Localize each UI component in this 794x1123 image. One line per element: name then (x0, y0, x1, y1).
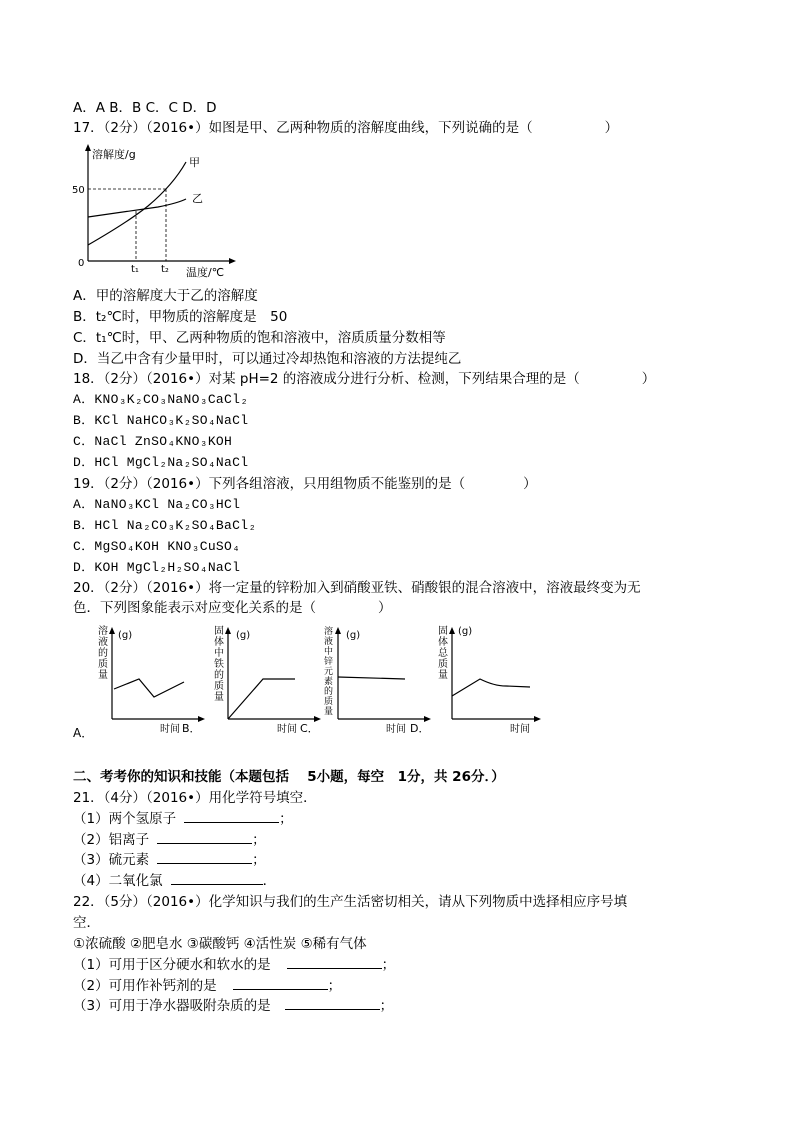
q20-graph-a (94, 624, 209, 736)
graph-d-line (452, 679, 530, 696)
q17-option-d: D．当乙中含有少量甲时，可以通过冷却热饱和溶液的方法提纯乙 (73, 351, 462, 367)
tick-t2: t₂ (161, 264, 169, 275)
graph-a-ylabel: 溶液的质量 (98, 626, 108, 681)
q22-item-3: （3）可用于净水器吸附杂质的是 ； (73, 998, 394, 1014)
graph-a-line (114, 679, 184, 697)
blank[interactable] (157, 851, 252, 864)
q17-option-a: A．甲的溶解度大于乙的溶解度 (73, 288, 258, 304)
x-axis-arrow (229, 258, 236, 264)
q18-option-d: D．HCl MgCl₂Na₂SO₄NaCl (73, 455, 249, 470)
graph-d-ylabel: 固体总质量 (438, 626, 448, 681)
chart-ylabel: 溶解度/g (92, 148, 136, 161)
graph-b-xlabel: 时间 (277, 724, 297, 735)
q21-item-3: （3）硫元素 ； (73, 852, 266, 868)
q22-item-2: （2）可用作补钙剂的是 ； (73, 978, 342, 994)
q17-option-b: B．t₂℃时，甲物质的溶解度是 50 (73, 309, 288, 325)
label-yi: 乙 (192, 192, 203, 205)
previous-question-options: A．A B．B C．C D．D (73, 100, 217, 116)
q19-stem: 19．（2分）（2016•）下列各组溶液，只用组物质不能鉴别的是（ ） (73, 476, 537, 492)
graph-c-ylabel: 溶液中锌元素的质量 (324, 627, 334, 717)
q20-stem-line1: 20．（2分）（2016•）将一定量的锌粉加入到硝酸亚铁、硝酸银的混合溶液中，溶液最终变为无 (73, 580, 641, 596)
solubility-curve-chart (72, 142, 238, 282)
chart-xlabel: 温度/℃ (186, 266, 225, 279)
q20-stem-line2: 色．下列图象能表示对应变化关系的是（ ） (73, 600, 392, 616)
q17-option-c: C．t₁℃时，甲、乙两种物质的饱和溶液中，溶质质量分数相等 (73, 330, 446, 346)
tick-t1: t₁ (131, 264, 139, 275)
blank[interactable] (171, 872, 263, 885)
q21-item-1: （1）两个氢原子 ； (73, 811, 293, 827)
graph-c-suffix: D． (410, 722, 430, 735)
graph-c-xlabel: 时间 (386, 724, 406, 735)
q19-option-b: B．HCl Na₂CO₃K₂SO₄BaCl₂ (73, 518, 257, 533)
q20-graph-d (434, 624, 544, 736)
graph-d-xlabel: 时间 (510, 724, 530, 735)
q19-option-c: C．MgSO₄KOH KNO₃CuSO₄ (73, 539, 241, 554)
q19-option-a: A．NaNO₃KCl Na₂CO₃HCl (73, 497, 241, 512)
blank[interactable] (287, 956, 382, 969)
q18-option-a: A．KNO₃K₂CO₃NaNO₃CaCl₂ (73, 392, 249, 407)
origin-label: 0 (78, 258, 85, 269)
section-2-heading: 二、考考你的知识和技能（本题包括 5小题，每空 1分，共 26分．） (73, 769, 505, 785)
y-axis-arrow (85, 144, 91, 151)
blank[interactable] (157, 831, 252, 844)
graph-b-line (228, 679, 295, 719)
graph-b-suffix: C． (300, 722, 319, 735)
graph-d-unit: (g) (458, 626, 473, 637)
graph-b-ylabel: 固体中铁的质量 (214, 626, 224, 703)
q20-graph-b (210, 624, 325, 736)
q20-graph-c (320, 624, 435, 736)
graph-a-suffix: B． (182, 722, 201, 735)
q22-options: ①浓硫酸 ②肥皂水 ③碳酸钙 ④活性炭 ⑤稀有气体 (73, 936, 367, 952)
graph-c-unit: (g) (346, 630, 361, 641)
q21-item-2: （2）铝离子 ； (73, 832, 266, 848)
q17-stem: 17．（2分）（2016•）如图是甲、乙两种物质的溶解度曲线，下列说确的是（ ） (73, 120, 619, 136)
graph-b-unit: (g) (236, 630, 251, 641)
y-tick-50: 50 (72, 185, 85, 196)
q21-stem: 21．（4分）（2016•）用化学符号填空． (73, 790, 317, 806)
label-jia: 甲 (189, 156, 200, 169)
q22-item-1: （1）可用于区分硬水和软水的是 ； (73, 957, 396, 973)
q22-stem-line1: 22．（5分）（2016•）化学知识与我们的生产生活密切相关，请从下列物质中选择相应序号填 (73, 894, 628, 910)
graph-a-unit: (g) (118, 630, 133, 641)
q19-option-d: D．KOH MgCl₂H₂SO₄NaCl (73, 560, 241, 575)
blank[interactable] (285, 997, 380, 1010)
q18-option-c: C．NaCl ZnSO₄KNO₃KOH (73, 434, 233, 449)
q18-option-b: B．KCl NaHCO₃K₂SO₄NaCl (73, 413, 249, 428)
blank[interactable] (233, 977, 328, 990)
graph-c-line (338, 677, 405, 679)
q21-item-4: （4）二氧化氯 ． (73, 873, 277, 889)
graph-a-xlabel: 时间 (160, 724, 180, 735)
q22-stem-line2: 空． (73, 915, 100, 931)
blank[interactable] (184, 810, 279, 823)
q18-stem: 18．（2分）（2016•）对某 pH=2 的溶液成分进行分析、检测，下列结果合理的是（ ） (73, 371, 656, 387)
q20-letter-a: A． (73, 726, 94, 740)
